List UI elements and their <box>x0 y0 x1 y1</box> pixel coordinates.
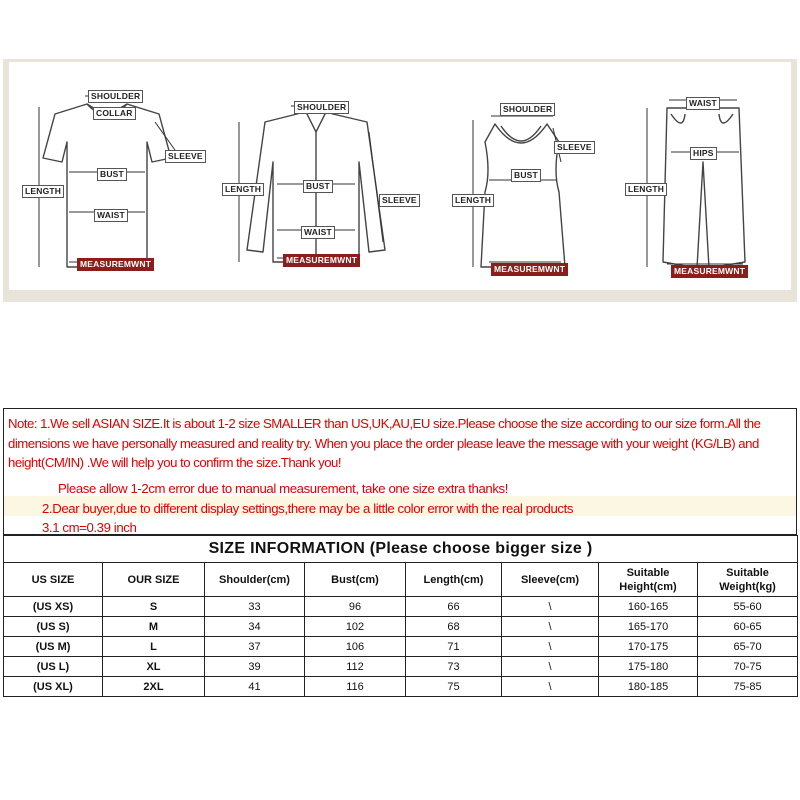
garment-diagram-area <box>9 62 791 290</box>
shirt-measurement-label: MEASUREMWNT <box>283 254 360 267</box>
size-table <box>3 535 798 697</box>
tshirt-length-label: LENGTH <box>22 185 64 198</box>
cell-our-size: L <box>103 637 205 657</box>
cell-sleeve: \ <box>502 597 599 617</box>
shirt-waist-label: WAIST <box>301 226 335 239</box>
cell-shoulder: 34 <box>205 617 305 637</box>
shirt-bust-label: BUST <box>303 180 333 193</box>
cell-bust: 102 <box>305 617 406 637</box>
pants-waist-label: WAIST <box>686 97 720 110</box>
cell-shoulder: 37 <box>205 637 305 657</box>
tank-shoulder-label: SHOULDER <box>500 103 555 116</box>
cell-sleeve: \ <box>502 657 599 677</box>
table-row <box>4 677 798 697</box>
cell-us-size: (US L) <box>4 657 103 677</box>
tank-length-label: LENGTH <box>452 194 494 207</box>
shirt-diagram <box>219 62 429 290</box>
note-box <box>3 408 797 535</box>
cell-shoulder: 41 <box>205 677 305 697</box>
cell-weight: 70-75 <box>698 657 798 677</box>
pants-diagram <box>609 62 791 290</box>
cell-height: 180-185 <box>599 677 698 697</box>
cell-height: 175-180 <box>599 657 698 677</box>
cell-our-size: XL <box>103 657 205 677</box>
tshirt-collar-label: COLLAR <box>93 107 136 120</box>
header-our-size: OUR SIZE <box>103 563 205 597</box>
shirt-shoulder-label: SHOULDER <box>294 101 349 114</box>
tshirt-waist-label: WAIST <box>94 209 128 222</box>
shirt-sleeve-label: SLEEVE <box>379 194 420 207</box>
table-row <box>4 637 798 657</box>
note-error-line: Please allow 1-2cm error due to manual measurement, take one size extra thanks! <box>58 481 508 496</box>
tshirt-measurement-label: MEASUREMWNT <box>77 258 154 271</box>
cell-our-size: M <box>103 617 205 637</box>
pants-measurement-label: MEASUREMWNT <box>671 265 748 278</box>
tank-measurement-label: MEASUREMWNT <box>491 263 568 276</box>
table-row <box>4 617 798 637</box>
cell-us-size: (US S) <box>4 617 103 637</box>
garment-diagram-panel <box>3 59 797 302</box>
tshirt-sleeve-label: SLEEVE <box>165 150 206 163</box>
cell-length: 73 <box>406 657 502 677</box>
tshirt-shoulder-label: SHOULDER <box>88 90 143 103</box>
shirt-length-label: LENGTH <box>222 183 264 196</box>
tank-sleeve-label: SLEEVE <box>554 141 595 154</box>
table-title-row <box>4 536 798 563</box>
cell-shoulder: 39 <box>205 657 305 677</box>
cell-shoulder: 33 <box>205 597 305 617</box>
note-color-line: 2.Dear buyer,due to different display settings,there may be a little color error with the real products <box>42 501 574 516</box>
cell-us-size: (US XS) <box>4 597 103 617</box>
cell-our-size: S <box>103 597 205 617</box>
table-row <box>4 597 798 617</box>
tshirt-diagram <box>9 62 219 290</box>
pants-length-label: LENGTH <box>625 183 667 196</box>
cell-sleeve: \ <box>502 617 599 637</box>
cell-weight: 55-60 <box>698 597 798 617</box>
cell-sleeve: \ <box>502 677 599 697</box>
cell-bust: 96 <box>305 597 406 617</box>
header-us-size: US SIZE <box>4 563 103 597</box>
note-paragraph: Note: 1.We sell ASIAN SIZE.It is about 1-2 size SMALLER than US,UK,AU,EU size.Please choose the size according to our size form.All the dimensions we have personally measured and reality try. When you place the order please leave the message with your weight (KG/LB) and height(CM/IN) .We will help you to confirm the size.Thank you! <box>8 416 761 470</box>
cell-sleeve: \ <box>502 637 599 657</box>
cell-length: 71 <box>406 637 502 657</box>
header-sleeve: Sleeve(cm) <box>502 563 599 597</box>
header-shoulder: Shoulder(cm) <box>205 563 305 597</box>
cell-height: 165-170 <box>599 617 698 637</box>
tank-bust-label: BUST <box>511 169 541 182</box>
table-title: SIZE INFORMATION (Please choose bigger size ) <box>4 536 798 563</box>
pants-hips-label: HIPS <box>690 147 717 160</box>
cell-weight: 60-65 <box>698 617 798 637</box>
cell-length: 75 <box>406 677 502 697</box>
header-weight: Suitable Weight(kg) <box>698 563 798 597</box>
cell-our-size: 2XL <box>103 677 205 697</box>
note-conversion-line: 3.1 cm=0.39 inch <box>42 520 137 535</box>
cell-length: 68 <box>406 617 502 637</box>
cell-height: 170-175 <box>599 637 698 657</box>
tank-diagram <box>429 62 609 290</box>
cell-bust: 106 <box>305 637 406 657</box>
cell-us-size: (US XL) <box>4 677 103 697</box>
cell-us-size: (US M) <box>4 637 103 657</box>
table-row <box>4 657 798 677</box>
cell-weight: 75-85 <box>698 677 798 697</box>
cell-height: 160-165 <box>599 597 698 617</box>
header-bust: Bust(cm) <box>305 563 406 597</box>
cell-weight: 65-70 <box>698 637 798 657</box>
cell-length: 66 <box>406 597 502 617</box>
header-height: Suitable Height(cm) <box>599 563 698 597</box>
cell-bust: 112 <box>305 657 406 677</box>
table-header-row <box>4 563 798 597</box>
tshirt-bust-label: BUST <box>97 168 127 181</box>
cell-bust: 116 <box>305 677 406 697</box>
header-length: Length(cm) <box>406 563 502 597</box>
